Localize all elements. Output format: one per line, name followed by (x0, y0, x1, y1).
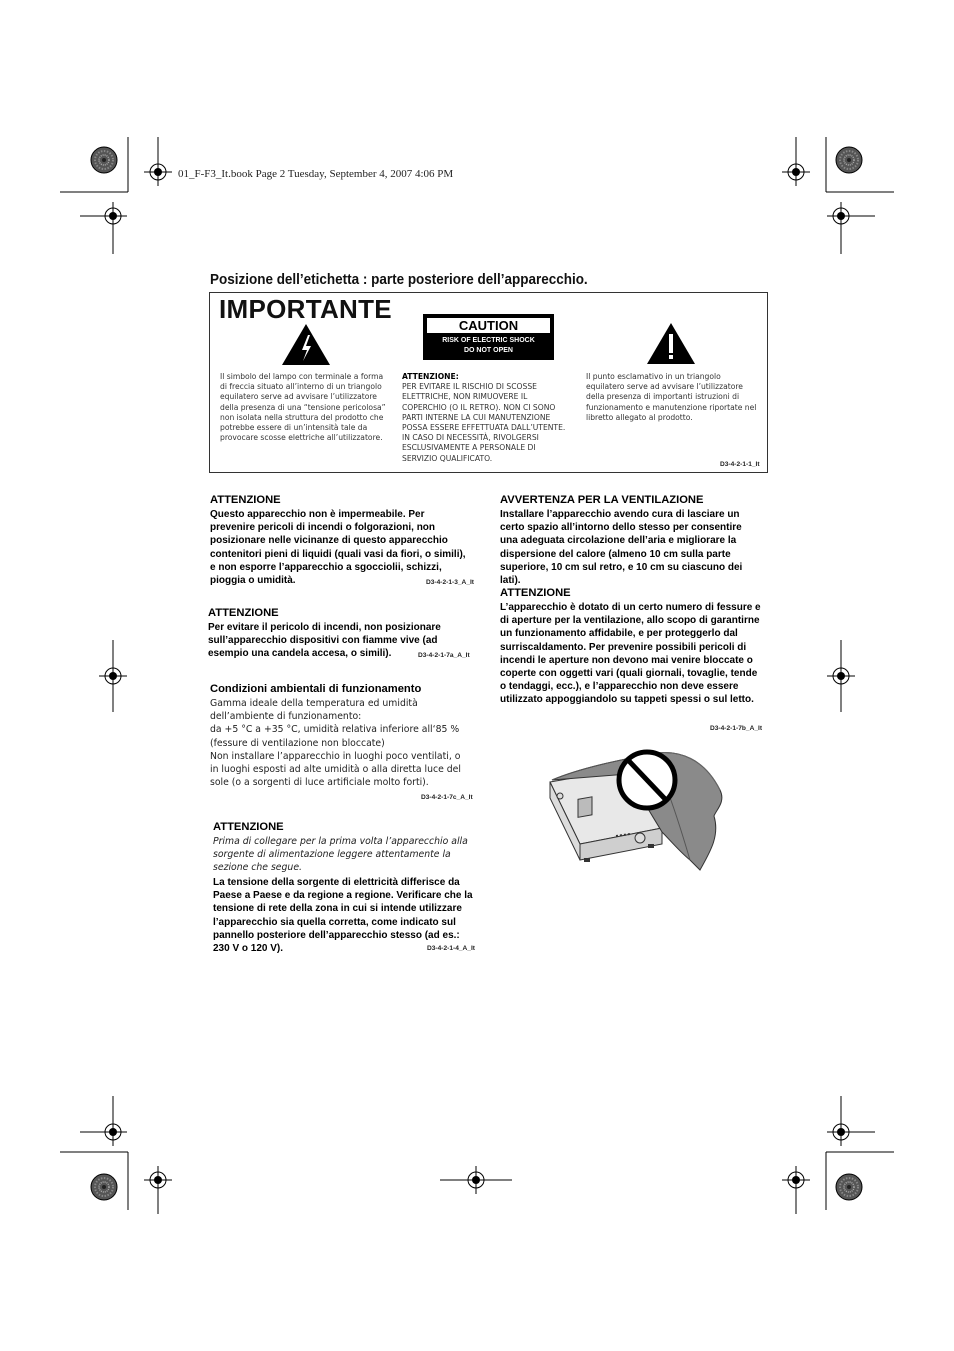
left-s1-heading: ATTENZIONE (210, 494, 281, 506)
right-s2-code: D3-4-2-1-7b_A_It (710, 725, 763, 732)
caution-text (402, 372, 570, 464)
right-s1-heading: AVVERTENZA PER LA VENTILAZIONE (500, 494, 704, 506)
caution-line-1: RISK OF ELECTRIC SHOCK (442, 337, 535, 344)
caution-label (423, 314, 554, 360)
starburst-mark-icon (91, 1174, 117, 1200)
starburst-mark-icon (91, 147, 117, 173)
left-s3-line: Gamma ideale della temperatura ed umidità (210, 698, 418, 709)
left-s1-code: D3-4-2-1-3_A_It (426, 579, 475, 586)
registration-mark-icon (144, 158, 172, 186)
left-s3-code: D3-4-2-1-7c_A_It (421, 794, 473, 801)
registration-mark-icon (99, 662, 127, 690)
left-s3-line: dell’ambiente di funzionamento: (210, 711, 362, 723)
caution-line-2: DO NOT OPEN (463, 347, 513, 354)
left-s3-line: in luoghi esposti ad alte umidità o alla diretta luce del (210, 764, 461, 776)
prohibition-icon (619, 752, 675, 808)
left-s3-line: da +5 °C a +35 °C, umidità relativa inferiore all‘85 % (210, 724, 460, 736)
left-s3-heading: Condizioni ambientali di funzionamento (210, 683, 422, 695)
right-s2-heading: ATTENZIONE (500, 587, 571, 599)
exclamation-explanation: Il punto esclamativo in un triangolo equilatero serve ad avvisare l’utilizzatore della presenza di importanti istruzioni di funzionamento e manutenzione riportate nel libretto allegato al prodotto. (586, 372, 757, 422)
registration-mark-icon (827, 202, 855, 230)
left-s3-line: Non installare l’apparecchio in luoghi poco ventilati, o (210, 750, 461, 762)
important-code: D3-4-2-1-1_It (720, 461, 760, 468)
registration-mark-icon (827, 1118, 855, 1146)
registration-mark-icon (144, 1166, 172, 1194)
registration-mark-icon (462, 1166, 490, 1194)
lightning-triangle-icon (281, 323, 331, 366)
important-title: IMPORTANTE (219, 294, 392, 324)
label-position-heading: Posizione dell’etichetta : parte posteriore dell’apparecchio. (210, 272, 588, 288)
exclamation-triangle-icon (646, 322, 696, 365)
left-s4-italic: Prima di collegare per la prima volta l’apparecchio alla sorgente di alimentazione leggere attentamente la sezione che segue. (213, 836, 468, 874)
right-s1-body: Installare l’apparecchio avendo cura di lasciare un certo spazio all’intorno dello stesso per consentire una adeguata circolazione dell’aria e migliorare la dispersione del calore (almeno 10 cm sulla parte superiore, 10 cm sul retro, e 10 cm su ciascuno dei lati). (500, 509, 743, 587)
caution-subtitle (424, 336, 553, 356)
left-s2-heading: ATTENZIONE (208, 607, 279, 619)
left-s3-body (210, 697, 480, 789)
registration-mark-icon (99, 202, 127, 230)
starburst-mark-icon (836, 1174, 862, 1200)
left-s2-code: D3-4-2-1-7a_A_It (418, 652, 470, 659)
registration-mark-icon (782, 1166, 810, 1194)
starburst-mark-icon (836, 147, 862, 173)
left-s4-code: D3-4-2-1-4_A_It (427, 945, 476, 952)
registration-mark-icon (827, 662, 855, 690)
left-s1-body: Questo apparecchio non è impermeabile. Per prevenire pericoli di incendi o folgorazioni, non posizionare nelle vicinanze di questo apparecchio contenitori pieni di liquidi (quali vasi da fiori, o simili), e non esporre l’apparecchio a sgocciolii, schizzi, pioggia o umidità. (210, 509, 466, 587)
left-s3-line: (fessure di ventilazione non bloccate) (210, 737, 385, 749)
caution-text-heading: ATTENZIONE: (402, 372, 459, 381)
registration-mark-icon (782, 158, 810, 186)
left-s2-body: Per evitare il pericolo di incendi, non posizionare sull’apparecchio dispositivi con fiamme vive (ad esempio una candela accesa, o simili). (208, 622, 441, 660)
left-s3-line: sole (o a sorgenti di luce artificiale molto forti). (210, 777, 429, 789)
right-s2-body: L’apparecchio è dotato di un certo numero di fessure e di aperture per la ventilazione, allo scopo di garantirne un funzionamento affidabile, e per proteggerlo dal surriscaldamento. Per prevenire possibili pericoli di incendi le aperture non devono mai venire bloccate o coperte con oggetti vari (quali giornali, tovaglie, tende o tendaggi, ecc.), e l’apparecchio non deve essere utilizzato appoggiandolo su tappeti spessi o sul letto. (500, 602, 761, 706)
left-s4-heading: ATTENZIONE (213, 821, 284, 833)
caution-title: CAUTION (426, 317, 551, 334)
caution-text-body: PER EVITARE IL RISCHIO DI SCOSSE ELETTRICHE, NON RIMUOVERE IL COPERCHIO (O IL RETRO). NON CI SONO PARTI INTERNE LA CUI MANUTENZIONE POSSA ESSERE EFFETTUATA DALL’UTENTE. IN CASO DI NECESSITÀ, RIVOLGERSI ESCLUSIVAMENTE A PERSONALE DI SERVIZIO QUALIFICATO. (402, 382, 566, 463)
left-s4-body: La tensione della sorgente di elettricità differisce da Paese a Paese e da regione a regione. Verificare che la tensione di rete della zona in cui si intende utilizzare l’apparecchio sia quella corretta, come indicato sul pannello posteriore dell’apparecchio stesso (ad es.: 230 V o 120 V). (213, 877, 473, 955)
covered-device-illustration (540, 740, 740, 880)
registration-mark-icon (99, 1118, 127, 1146)
lightning-explanation: Il simbolo del lampo con terminale a forma di freccia situato all’interno di un triangolo equilatero serve ad avvisare l’utilizzatore della presenza di una “tensione pericolosa” non isolata nella struttura del prodotto che potrebbe essere di un’intensità tale da provocare scosse elettriche all’utilizzatore. (220, 372, 386, 443)
file-header-line: 01_F-F3_It.book Page 2 Tuesday, September 4, 2007 4:06 PM (178, 168, 454, 180)
